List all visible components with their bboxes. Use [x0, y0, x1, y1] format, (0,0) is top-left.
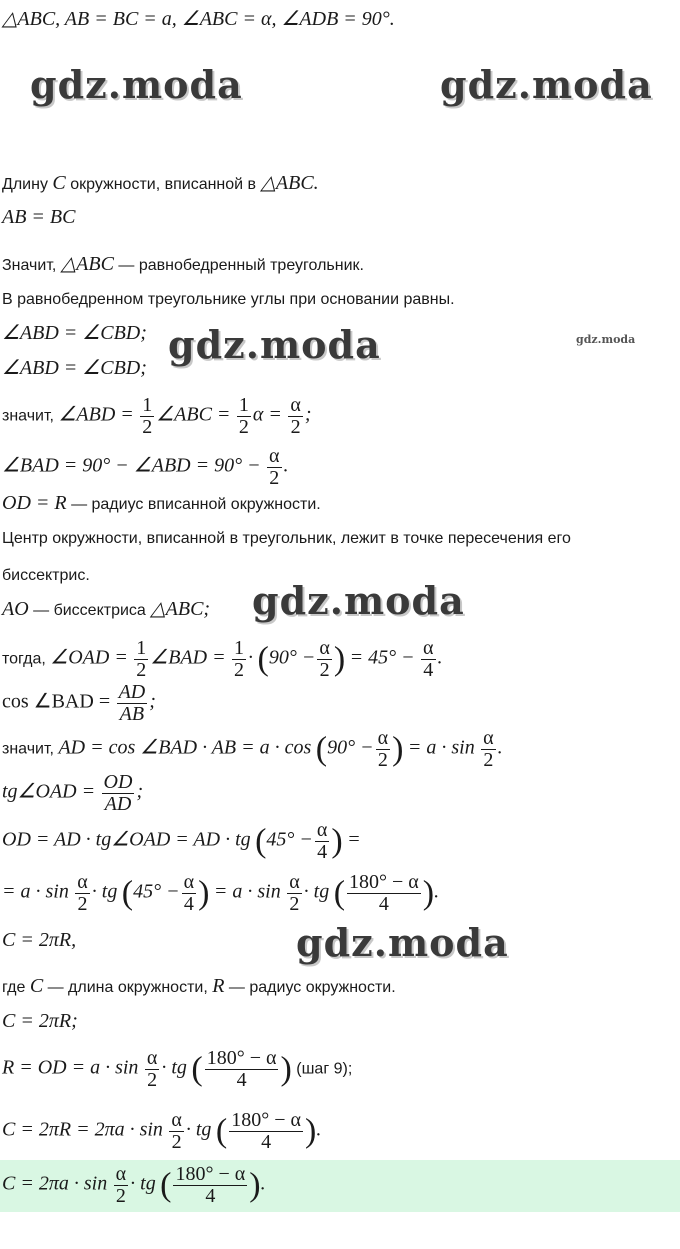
math-line: OD = AD · tg∠OAD = AD · tg (45° − $\frac{\alpha}{4}$ ) = — [2, 819, 361, 863]
watermark: gdz.moda — [30, 62, 243, 107]
text-line: биссектрис. — [2, 567, 90, 584]
fraction: $\frac{\alpha}{2}$ — [289, 871, 300, 915]
fraction: $\frac{1}{2}$ — [136, 637, 147, 681]
watermark: gdz.moda — [296, 920, 509, 965]
math-line: tg∠OAD = $\frac{OD}{AD}$ ; — [2, 771, 144, 815]
fraction: $\frac{\alpha}{2}$ — [483, 727, 494, 771]
watermark: gdz.moda — [252, 578, 465, 623]
fraction: $\frac{180^\circ - \alpha}{4}$ — [206, 1047, 277, 1091]
text-line: В равнобедренном треугольнике углы при основании равны. — [2, 291, 455, 308]
math-line: тогда, ∠OAD = $\frac{1}{2}$ ∠BAD = $\frac{1}{2}$ · (90° − $\frac{\alpha}{2}$ ) = 45° − $\frac{\alpha}{4}$ . — [2, 637, 443, 681]
watermark: gdz.moda — [576, 333, 636, 346]
fraction: $\frac{\alpha}{2}$ — [77, 871, 88, 915]
fraction: $\frac{\alpha}{2}$ — [377, 727, 389, 771]
math-line: AB = BC — [2, 206, 76, 228]
fraction: $\frac{AD}{AB}$ — [118, 681, 146, 725]
math-line: ∠BAD = 90° − ∠ABD = 90° − $\frac{\alpha}{2}$ . — [2, 445, 289, 489]
text-line: AO — биссектриса △ABC; — [2, 598, 211, 620]
math-line: ∠ABD = ∠CBD; — [2, 322, 147, 344]
fraction: $\frac{\alpha}{2}$ — [171, 1109, 182, 1153]
fraction: $\frac{\alpha}{2}$ — [146, 1047, 158, 1091]
final-answer-line: C = 2πa · sin $\frac{\alpha}{2}$ · tg ( $\frac{180^\circ - \alpha}{4}$ ). — [2, 1163, 266, 1207]
fraction: $\frac{\alpha}{4}$ — [316, 819, 328, 863]
watermark: gdz.moda — [168, 322, 381, 367]
task-line: Длину C окружности, вписанной в △ABC. — [2, 172, 319, 194]
text-line: где C — длина окружности, R — радиус окружности. — [2, 975, 396, 997]
text-line: Значит, △ABC — равнобедренный треугольник. — [2, 253, 364, 275]
math-line: значит, ∠ABD = $\frac{1}{2}$ ∠ABC = $\frac{1}{2}$ α = $\frac{\alpha}{2}$ ; — [2, 394, 312, 438]
fraction: $\frac{\alpha}{2}$ — [115, 1163, 127, 1207]
math-line: R = OD = a · sin $\frac{\alpha}{2}$ · tg ( $\frac{180^\circ - \alpha}{4}$ ) (шаг 9); — [2, 1047, 353, 1091]
fraction: $\frac{180^\circ - \alpha}{4}$ — [231, 1109, 301, 1153]
fraction: $\frac{\alpha}{2}$ — [319, 637, 330, 681]
fraction: $\frac{1}{2}$ — [234, 637, 245, 681]
fraction: $\frac{\alpha}{2}$ — [269, 445, 280, 489]
math-line: ∠ABD = ∠CBD; — [2, 357, 147, 379]
fraction: $\frac{1}{2}$ — [142, 394, 153, 438]
given-line: △ABC, AB = BC = a, ∠ABC = α, ∠ADB = 90°. — [2, 8, 395, 30]
fraction: $\frac{\alpha}{4}$ — [423, 637, 434, 681]
text-line: OD = R — радиус вписанной окружности. — [2, 492, 321, 514]
math-line: C = 2πR; — [2, 1010, 78, 1032]
math-line: C = 2πR = 2πa · sin $\frac{\alpha}{2}$ · tg ( $\frac{180^\circ - \alpha}{4}$ ). — [2, 1109, 322, 1153]
fraction: $\frac{1}{2}$ — [238, 394, 249, 438]
watermark: gdz.moda — [440, 62, 653, 107]
math-line: cos ∠BAD = $\frac{AD}{AB}$ ; — [2, 681, 156, 725]
fraction: $\frac{\alpha}{4}$ — [183, 871, 195, 915]
fraction: $\frac{180^\circ - \alpha}{4}$ — [175, 1163, 246, 1207]
math-line: значит, AD = cos ∠BAD · AB = a · cos (90° − $\frac{\alpha}{2}$ ) = a · sin $\frac{\alpha}{2}$ . — [2, 727, 503, 771]
fraction: $\frac{OD}{AD}$ — [103, 771, 133, 815]
math-line: = a · sin $\frac{\alpha}{2}$ · tg (45° − $\frac{\alpha}{4}$ ) = a · sin $\frac{\alpha}{2}$ · tg ( $\frac{180^\circ - \alpha}{4}$ ). — [2, 871, 440, 915]
text-line: Центр окружности, вписанной в треугольник, лежит в точке пересечения его — [2, 530, 571, 547]
fraction: $\frac{180^\circ - \alpha}{4}$ — [349, 871, 419, 915]
fraction: $\frac{\alpha}{2}$ — [290, 394, 301, 438]
math-line: C = 2πR, — [2, 929, 77, 951]
